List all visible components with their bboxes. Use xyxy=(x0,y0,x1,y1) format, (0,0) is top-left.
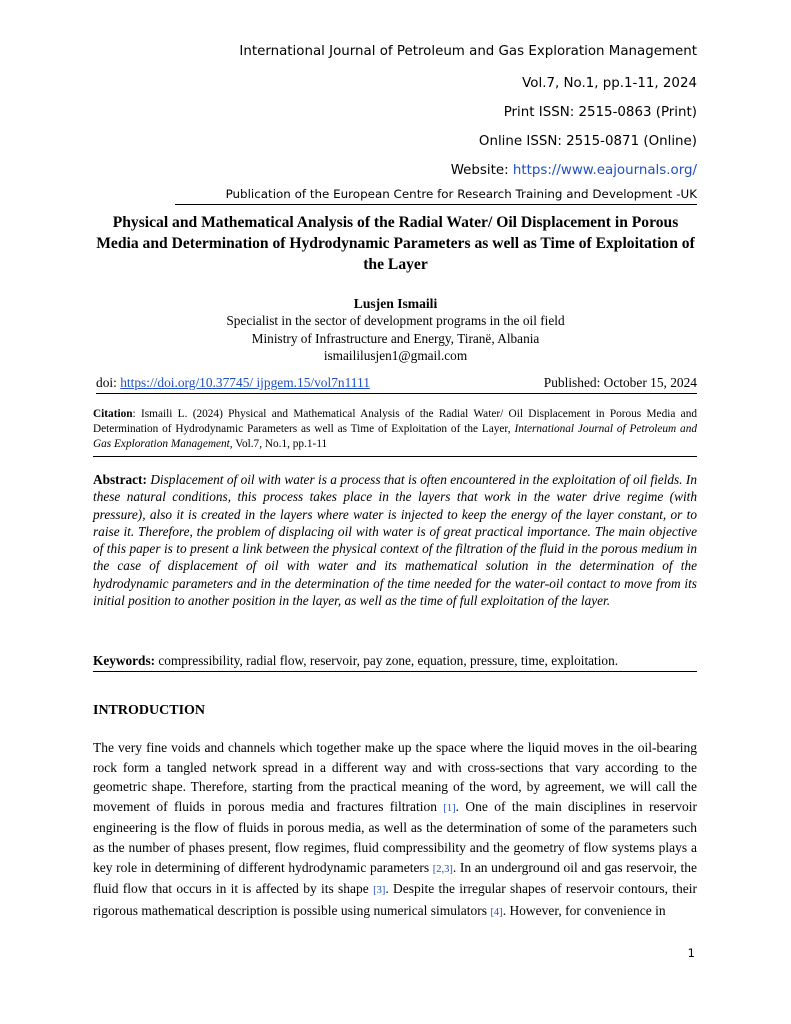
abstract-text: Displacement of oil with water is a process that is often encountered in the exploitation of oil fields. In these natural conditions, this process takes place in the layers that work in the water drive regime (with pressure), also it is created in the layers where water is injected to keep the energy of the layer constant, or to raise it. Therefore, the problem of displacing oil with water is of great practical importance. The main objective of this paper is to present a link between the physical context of the filtration of the fluid in the porous medium in the case of displacement of oil with water and its mathematical solution in the determination of the hydrodynamic parameters and in the determination of the time needed for the water-oil contact to move from its initial position to another position in the layer, as well as the time of full exploitation of the layer. xyxy=(93,472,697,609)
page-number: 1 xyxy=(687,946,695,960)
citation-text: : Ismaili L. (2024) Physical and Mathematical Analysis of the Radial Water/ Oil Displacement in Porous Media and Determination of Hydrodynamic Parameters as well as Time of Exploitation of the Layer, xyxy=(93,408,697,436)
paper-title: Physical and Mathematical Analysis of the Radial Water/ Oil Displacement in Porous Media and Determination of Hydrodynamic Parameters as well as Time of Exploitation of the Layer xyxy=(96,214,695,273)
online-issn: Online ISSN: 2515-0871 (Online) xyxy=(478,134,697,149)
reference-link-3[interactable]: [3] xyxy=(373,885,386,897)
website-label: Website: xyxy=(450,163,513,178)
website-link[interactable]: https://www.eajournals.org/ xyxy=(512,163,697,178)
reference-link-4[interactable]: [4] xyxy=(490,906,503,918)
doi-link[interactable]: https://doi.org/10.37745/ ijpgem.15/vol7n1111 xyxy=(120,375,370,390)
reference-link-2-3[interactable]: [2,3] xyxy=(432,863,453,875)
abstract-label: Abstract: xyxy=(93,472,147,487)
author-name: Lusjen Ismaili xyxy=(353,296,438,311)
citation-label: Citation xyxy=(93,408,133,420)
volume-info: Vol.7, No.1, pp.1-11, 2024 xyxy=(522,76,697,91)
intro-text-3: . In an underground oil and gas reservoir, the fluid flow that occurs in it is affected by its shape xyxy=(93,859,697,897)
reference-link-1[interactable]: [1] xyxy=(443,802,456,814)
introduction-heading: INTRODUCTION xyxy=(93,703,206,718)
citation-tail: Vol.7, No.1, pp.1-11 xyxy=(232,438,328,451)
keywords-text: compressibility, radial flow, reservoir, pay zone, equation, pressure, time, exploitation. xyxy=(155,653,619,668)
citation-journal: International Journal of Petroleum and Gas Exploration Management, xyxy=(93,423,697,451)
doi-row xyxy=(96,374,697,394)
keywords-label: Keywords: xyxy=(93,653,156,668)
abstract xyxy=(93,471,697,609)
intro-text-5: . However, for convenience in xyxy=(502,902,666,918)
affiliation-line-2: Ministry of Infrastructure and Energy, Tiranë, Albania xyxy=(251,330,540,346)
intro-text-4: . Despite the irregular shapes of reservoir contours, their rigorous mathematical description is possible using numerical simulators xyxy=(93,881,698,918)
author-block xyxy=(93,295,698,364)
intro-text-1: The very fine voids and channels which together make up the space where the liquid moves in the oil-bearing rock form a tangled network spread in a different way and with cross-sections that vary according to the geometric shape. Therefore, starting from the practical meaning of the word, by agreement, we will call the movement of fluids in porous media and fractures filtration xyxy=(93,740,697,814)
introduction-paragraph xyxy=(93,738,697,922)
journal-name: International Journal of Petroleum and Gas Exploration Management xyxy=(239,44,697,59)
keywords xyxy=(93,652,697,672)
website-line xyxy=(451,162,697,180)
doi-label: doi: xyxy=(96,375,121,390)
affiliation-line-1: Specialist in the sector of development programs in the oil field xyxy=(226,313,565,329)
citation xyxy=(93,407,697,457)
published-date: Published: October 15, 2024 xyxy=(543,375,697,390)
print-issn: Print ISSN: 2515-0863 (Print) xyxy=(503,105,697,120)
publisher-line: Publication of the European Centre for Research Training and Development -UK xyxy=(175,186,697,205)
intro-text-2: . One of the main disciplines in reservoir engineering is the flow of fluids in porous media, as well as the determination of some of the parameters such as the number of phases present, flow regimes, fluid compressibility and the geometry of flow systems plays a key role in determining of different hydrodynamic parameters xyxy=(93,798,697,875)
author-email: ismaililusjen1@gmail.com xyxy=(323,347,468,363)
